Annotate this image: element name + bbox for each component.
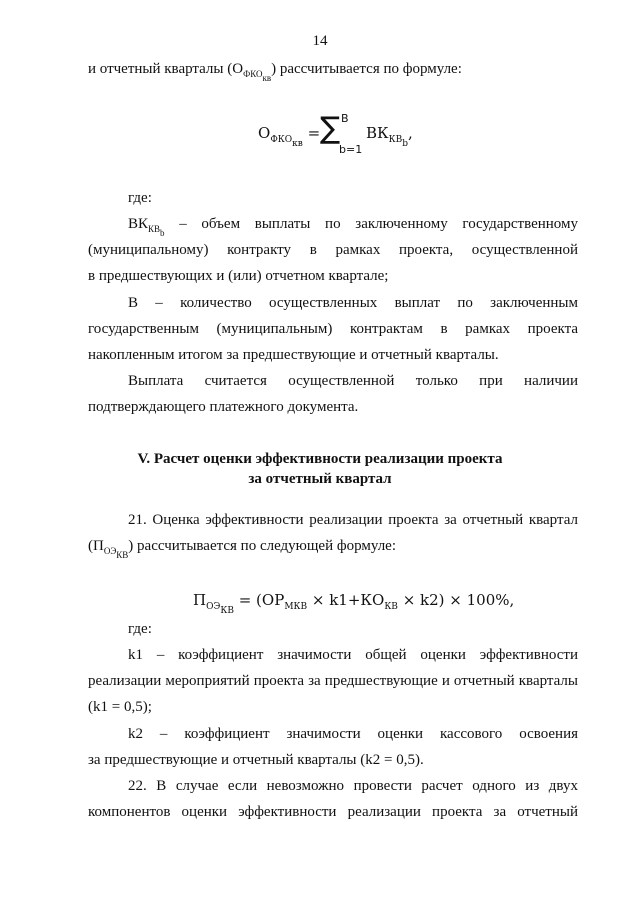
sum-lower-limit: b=1 bbox=[339, 143, 363, 156]
def-b-line1: В – количество осуществленных выплат по заключенным bbox=[128, 295, 578, 311]
def-bk-line3: в предшествующих и (или) отчетном квартале; bbox=[88, 268, 389, 284]
section-heading-line1: V. Расчет оценки эффективности реализации проекта bbox=[137, 451, 503, 467]
def-k1-line2: реализации мероприятий проекта за предшествующие и отчетный кварталы bbox=[88, 673, 578, 689]
def-k2-line1: k2 – коэффициент значимости оценки кассового освоения bbox=[128, 726, 578, 742]
def-k1-line1: k1 – коэффициент значимости общей оценки эффективности bbox=[128, 647, 578, 663]
def-bk-line1: $ВК_{КВ_b}$ – объем выплаты по заключенному государственному bbox=[128, 216, 578, 238]
gde-label-1: где: bbox=[128, 190, 152, 206]
intro-sub: ФКО bbox=[243, 69, 263, 79]
formula-2: $П_{ОЭ_{КВ}} = (ОР_{МКВ} \times k1+КО_{КВ} \times k2) \times 100\%$, bbox=[193, 591, 515, 616]
item-22-line1: 22. В случае если невозможно провести расчет одного из двух bbox=[128, 778, 578, 794]
def-k2-line2: за предшествующие и отчетный кварталы (k2 = 0,5). bbox=[88, 752, 424, 768]
intro-subsub: кв bbox=[262, 73, 272, 83]
item-22-line2: компонентов оценки эффективности реализации проекта за отчетный bbox=[88, 804, 578, 820]
payment-line2: подтверждающего платежного документа. bbox=[88, 399, 359, 415]
intro-text: и отчетный кварталы (О bbox=[88, 61, 244, 77]
sum-upper-limit: В bbox=[341, 112, 349, 125]
intro-text-end: ) рассчитывается по формуле: bbox=[271, 61, 462, 77]
intro-line bbox=[88, 60, 578, 83]
payment-line1: Выплата считается осуществленной только при наличии bbox=[128, 373, 578, 389]
formula-1-lhs: $О_{ФКО_{кв}}$ = bbox=[258, 124, 321, 149]
item-21-line2: $(П_{ОЭ_{КВ}})$ рассчитывается по следующей формуле: bbox=[88, 538, 397, 560]
formula-1-term: $ВК_{КВ_b}$, bbox=[366, 124, 413, 149]
def-b-line2: государственным (муниципальным) контрактам в рамках проекта bbox=[88, 321, 578, 337]
def-k1-line3: (k1 = 0,5); bbox=[88, 699, 152, 715]
item-21-line1: 21. Оценка эффективности реализации проекта за отчетный квартал bbox=[128, 512, 578, 528]
def-bk-line2: (муниципальному) контракту в рамках проекта, осуществленной bbox=[88, 242, 578, 258]
gde-label-2: где: bbox=[128, 621, 152, 637]
sum-symbol: ∑ bbox=[320, 111, 341, 146]
def-b-line3: накопленным итогом за предшествующие и отчетный кварталы. bbox=[88, 347, 499, 363]
section-heading-line2: за отчетный квартал bbox=[248, 471, 392, 487]
page-number: 14 bbox=[312, 33, 328, 49]
